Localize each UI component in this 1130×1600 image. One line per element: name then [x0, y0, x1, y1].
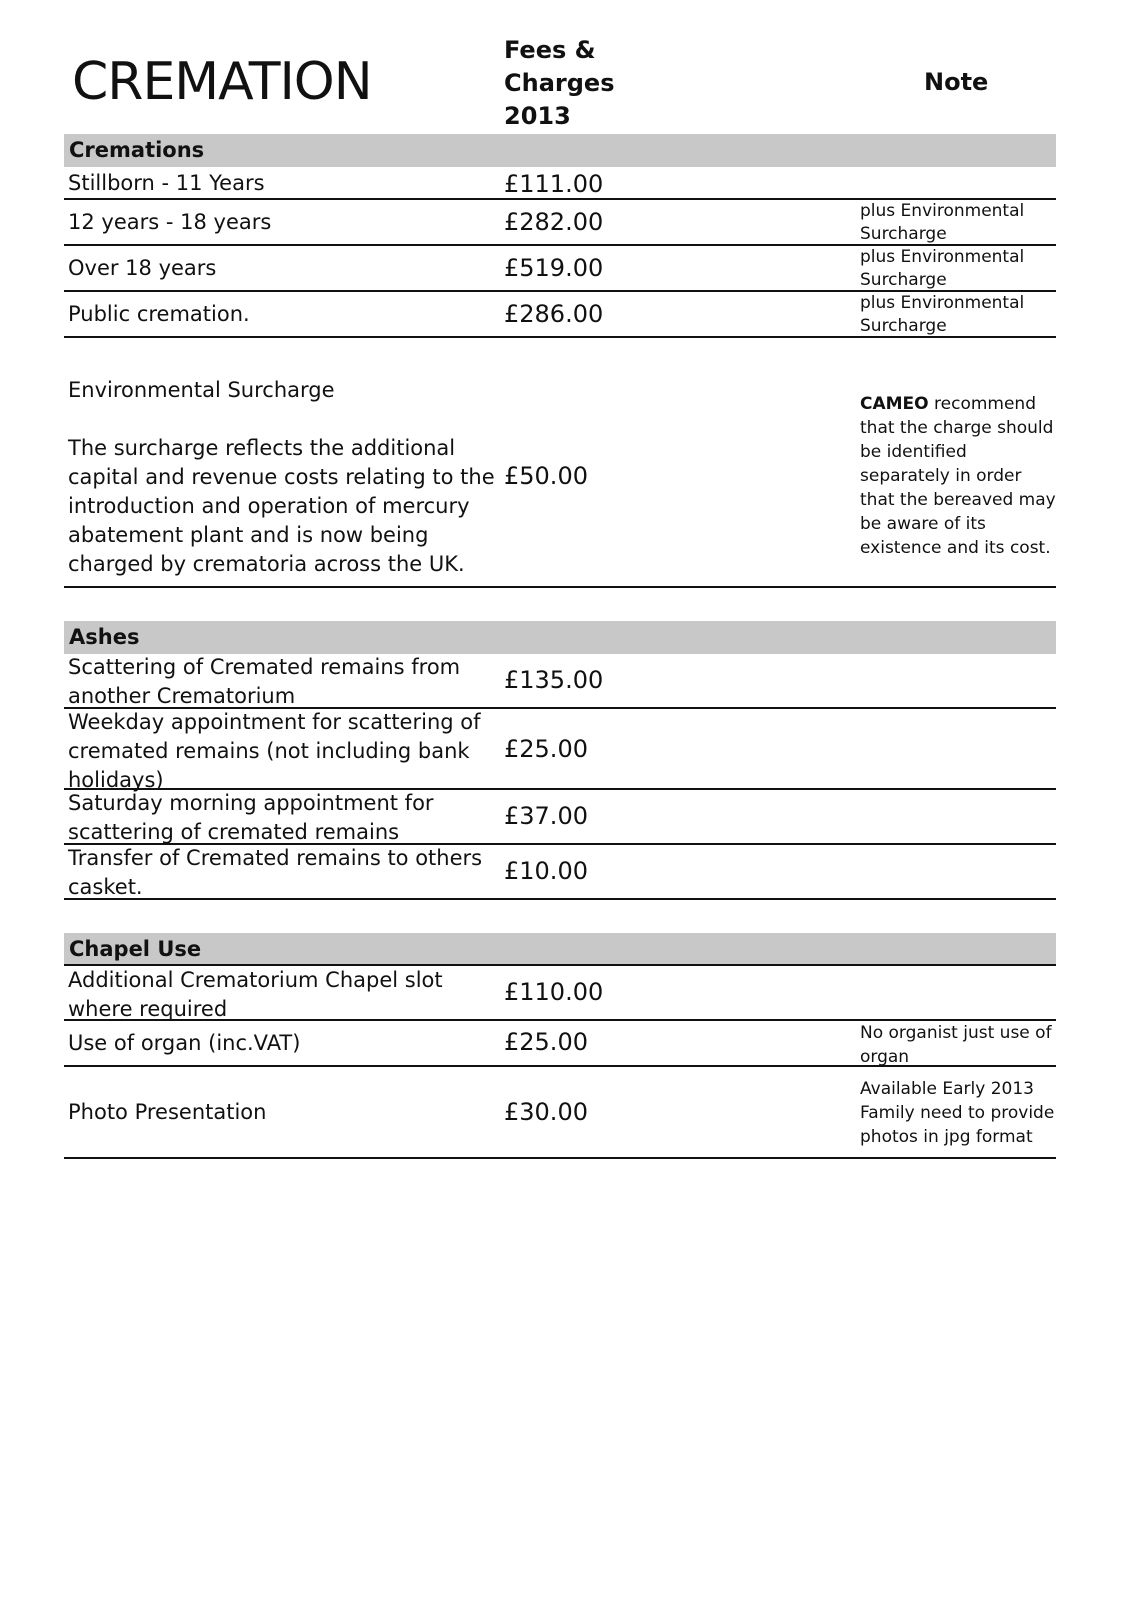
row-description: Additional Crematorium Chapel slot where required [68, 968, 443, 1021]
row-fee: £111.00 [504, 170, 604, 198]
row-description: Transfer of Cremated remains to others casket. [68, 846, 483, 899]
row-note: plus Environmental Surcharge [860, 293, 1025, 336]
page-title: CREMATION [72, 52, 372, 112]
table-row [64, 1067, 1056, 1159]
row-description: Saturday morning appointment for scattering of cremated remains [68, 791, 434, 844]
fees-column-heading: Fees & Charges 2013 [504, 36, 615, 130]
note-text: recommend that the charge should be identified separately in order that the bereaved may be aware of its existence and its cost. [860, 394, 1056, 558]
row-fee: £519.00 [504, 254, 604, 282]
row-note: Available Early 2013 Family need to provide photos in jpg format [860, 1079, 1055, 1147]
row-description: Use of organ (inc.VAT) [68, 1031, 301, 1055]
row-description: Photo Presentation [68, 1100, 267, 1124]
fees-page [64, 30, 1056, 1159]
row-fee: £30.00 [504, 1098, 588, 1126]
row-fee: £135.00 [504, 666, 604, 694]
row-description: Weekday appointment for scattering of cremated remains (not including bank holidays) [68, 710, 481, 792]
table-row [64, 654, 1056, 709]
environmental-surcharge-fee: £50.00 [504, 462, 588, 490]
row-description: Public cremation. [68, 302, 250, 326]
table-row [64, 790, 1056, 845]
note-column-heading: Note [924, 68, 989, 96]
table-row [64, 292, 1056, 338]
environmental-surcharge-note [860, 392, 1056, 560]
page-header [64, 30, 1056, 134]
row-description: Stillborn - 11 Years [68, 171, 265, 195]
table-row [64, 966, 1056, 1021]
row-note: No organist just use of organ [860, 1023, 1052, 1067]
row-fee: £25.00 [504, 1028, 588, 1056]
table-row [64, 845, 1056, 900]
section-heading-ashes: Ashes [64, 621, 1056, 654]
table-row [64, 167, 1056, 200]
table-row [64, 1021, 1056, 1067]
row-fee: £110.00 [504, 978, 604, 1006]
row-fee: £286.00 [504, 300, 604, 328]
section-spacer [64, 588, 1056, 621]
environmental-surcharge-title: Environmental Surcharge [68, 378, 335, 402]
row-fee: £10.00 [504, 857, 588, 885]
row-description: Over 18 years [68, 256, 217, 280]
table-row [64, 200, 1056, 246]
note-bold-org: CAMEO [860, 394, 929, 414]
row-fee: £37.00 [504, 802, 588, 830]
table-row [64, 246, 1056, 292]
row-note: plus Environmental Surcharge [860, 201, 1025, 244]
row-note: plus Environmental Surcharge [860, 247, 1025, 290]
section-heading-chapel-use: Chapel Use [64, 933, 1056, 966]
environmental-surcharge-description: The surcharge reflects the additional capital and revenue costs relating to the introduction and operation of mercury abatement plant and is now being charged by crematoria across the UK. [68, 436, 495, 576]
row-description: Scattering of Cremated remains from another Crematorium [68, 655, 461, 708]
row-fee: £282.00 [504, 208, 604, 236]
table-row [64, 709, 1056, 790]
section-spacer [64, 900, 1056, 933]
section-heading-cremations: Cremations [64, 134, 1056, 167]
row-description: 12 years - 18 years [68, 210, 272, 234]
environmental-surcharge-block [64, 338, 1056, 588]
row-fee: £25.00 [504, 735, 588, 763]
